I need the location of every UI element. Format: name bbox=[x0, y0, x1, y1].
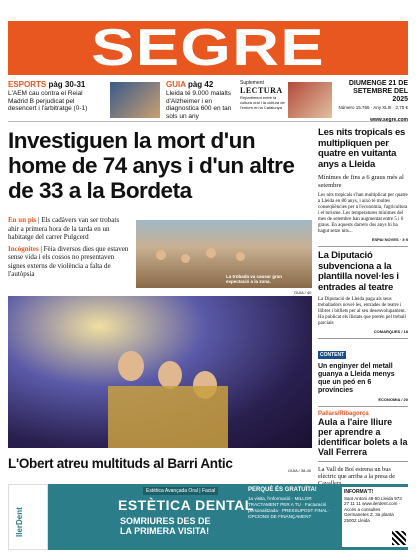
website-link[interactable]: www.segre.com bbox=[370, 117, 408, 123]
suplement-desc: Repartiment entre la cultura oral i la cultura de l'entorn en la Catalunya bbox=[240, 95, 285, 110]
story-headline[interactable]: Aula a l'aire lliure per aprendre a identificar bolets a la Vall Ferrera bbox=[318, 417, 408, 457]
story-headline[interactable]: Un enginyer del metall guanya a Lleida menys que un peó en 6 províncies bbox=[318, 363, 395, 394]
ad-free: PERQUÈ ÉS GRATUÏTA! bbox=[248, 487, 317, 493]
teaser-pages: pàg 30-31 bbox=[48, 80, 86, 89]
ad-subtitle bbox=[120, 516, 211, 536]
suplement-name: LECTURA bbox=[240, 86, 283, 95]
photo-source: GUIA / 38-40 bbox=[288, 468, 312, 473]
ad-brand: IlerDent bbox=[15, 507, 24, 537]
story-source: ESPAI NOVES · 3·5 bbox=[371, 237, 408, 242]
teaser-text: L'AEM cau contra el Reial Madrid B perjudicat pel desencert i l'arbitratge (0-1) bbox=[8, 90, 88, 112]
story-headline[interactable]: Les nits tropicals es multipliquen per quatre en vuitanta anys a Lleida bbox=[318, 127, 406, 170]
issue-price: 2,70 € bbox=[395, 105, 408, 110]
feature-photo[interactable] bbox=[8, 296, 312, 448]
story-subhead: Mínimes de fins a 6 graus més al setembre bbox=[318, 174, 404, 189]
right-column bbox=[318, 128, 408, 494]
teaser-section: GUIA bbox=[166, 80, 186, 89]
lede-text: Fèia diversos dies que estaven sense vida i els cossos no presentaven signes externs de violència a falta de l'autòpsia bbox=[8, 244, 129, 278]
issue-date: DIUMENGE 21 DE SETEMBRE DEL 2025 bbox=[348, 80, 408, 103]
ad-info bbox=[342, 487, 408, 547]
masthead-logo: SEGRE bbox=[91, 19, 325, 77]
divider bbox=[318, 406, 408, 407]
issue-number: Número 15.765 · Any XLIII bbox=[338, 105, 392, 110]
divider bbox=[318, 338, 408, 339]
date-block: DIUMENGE 21 DE SETEMBRE DEL 2025 Número 15.765 · Any XLIII · 2,70 € www.segre.com bbox=[338, 80, 408, 123]
section-tag: CONTENT bbox=[320, 352, 345, 358]
teaser-section: ESPORTS bbox=[8, 80, 47, 89]
photo-caption: La trobada va causar gran expectació a la zona. bbox=[226, 274, 283, 284]
ad-info-body: Sant Antoni 48-50 Lleida 973 27 11 11 www.ilerdent.com · Accés a consultes Germanetes Z, 3a planta 25002 Lleida bbox=[344, 495, 402, 523]
teaser-suplement-photo bbox=[288, 82, 332, 118]
story-source: COMARQUES / 18 bbox=[373, 329, 408, 334]
main-photo[interactable] bbox=[136, 220, 312, 288]
ad-subtitle-2: LA PRIMERA VISITA! bbox=[120, 526, 210, 536]
ad-subtitle-1: SOMRIURES DES DE bbox=[120, 516, 211, 526]
teaser-text: Lleida té 9.000 malalts d'Alzheimer i en diagnostica 600 en tan sols un any bbox=[166, 90, 232, 120]
photo-source: GUIA / 40 bbox=[294, 290, 312, 295]
teaser-suplement[interactable] bbox=[240, 80, 286, 110]
divider bbox=[318, 461, 408, 462]
ad-list: 1a visita, l'informació · MILLOR TRACTAMENT PER A TU · Facturació personalitzada · PRESSUPOST FINAL · OPCIONS DE FINANÇAMENT bbox=[248, 496, 331, 519]
divider bbox=[318, 246, 408, 247]
story-body: Les nits tropicals s'han multiplicat per quatre a Lleida en 80 anys, i això té moltes conseqüències per a l'economia, l'agricultura i el turisme. Les temperatures mínimes del mes de setembre han augmentat entre 5 i 6 graus. En aquests darrers dos anys hi ha hagut setze nits... bbox=[318, 193, 408, 234]
lede-text: Els cadàvers van ser trobats ahir a primera hora de la tarda en un habitatge del carrer Pulgcerd bbox=[8, 216, 120, 241]
story-headline[interactable]: La Diputació subvenciona a la plantilla novel·les i entrades al teatre bbox=[318, 250, 399, 293]
story-body: La Diputació de Lleida paga als seus treballadors novel·les, entrades de teatre i llibres i bitllets per al seu desenvolupament. Ha publicat els llistats que pretén pel treball parcials bbox=[318, 297, 406, 326]
masthead bbox=[8, 21, 408, 75]
ad-brand-panel bbox=[8, 484, 48, 550]
ad-title: ESTÈTICA DENTAL bbox=[118, 497, 254, 513]
teaser-pages: pàg 42 bbox=[187, 80, 214, 89]
section-label: Pallars/Ribagorça bbox=[318, 411, 369, 417]
story-headline[interactable]: La Vall de Boí estrena un bus elèctric que arriba a la presa de bbox=[318, 466, 395, 480]
feature-headline[interactable]: L'Obert atreu multituds al Barri Antic bbox=[8, 456, 233, 471]
story-source: ECONOMIA / 20 bbox=[378, 397, 408, 402]
teaser-strip bbox=[8, 80, 408, 122]
advertisement[interactable] bbox=[8, 484, 408, 550]
lede-tag: En un pis bbox=[8, 216, 37, 224]
ad-info-head: INFORMA'T! bbox=[344, 489, 374, 495]
main-headline[interactable]: Investiguen la mort d'un home de 74 anys i d'un altre de 33 a la Bordeta bbox=[8, 128, 295, 203]
ad-clinic: Estètica Avançada Oral | Facial bbox=[143, 487, 218, 495]
qr-code-icon[interactable] bbox=[392, 531, 406, 545]
suplement-label: Suplement bbox=[240, 80, 264, 86]
lede-tag: Incògnites bbox=[8, 244, 39, 253]
teaser-esports-photo bbox=[110, 82, 160, 118]
main-lede: En un pis | Els cadàvers van ser trobats ahir a primera hora de la tarda en un habitatge del carrer Pulgcerd Incògnites | Fèia diversos dies que estaven sense vida i els cossos no presentaven signes externs de violència a falta de l'autòpsia bbox=[8, 216, 129, 278]
